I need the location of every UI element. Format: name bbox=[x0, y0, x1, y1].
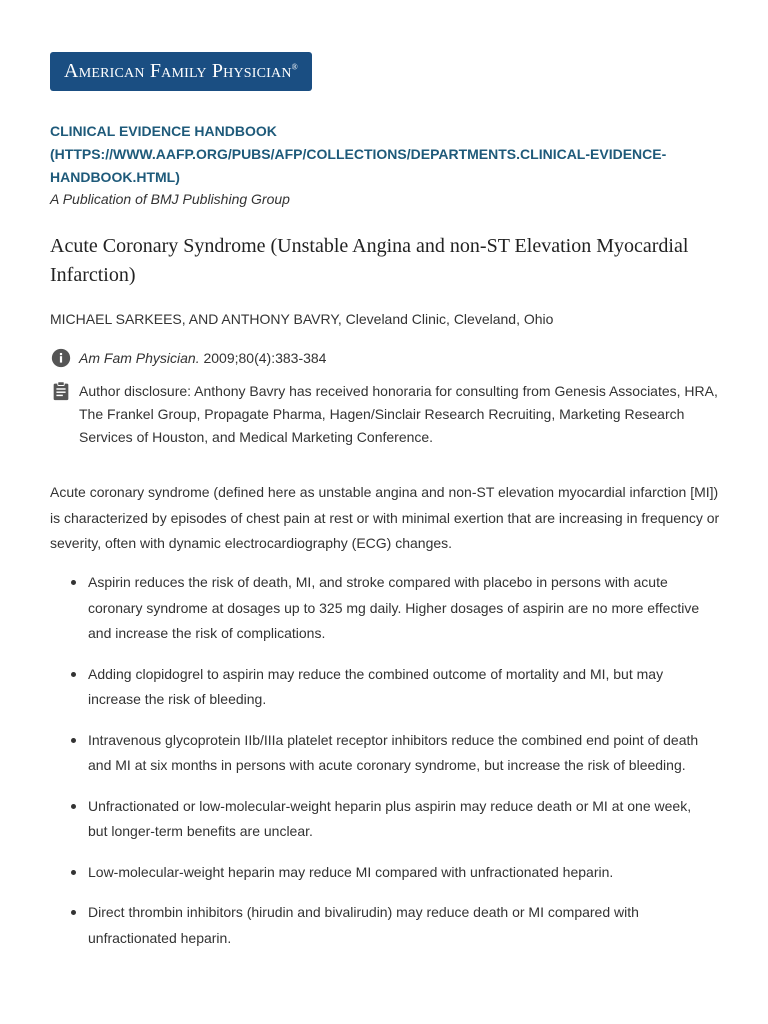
info-icon bbox=[50, 347, 72, 369]
registered-mark: ® bbox=[291, 62, 298, 72]
citation-row bbox=[50, 347, 740, 370]
list-item: Low-molecular-weight heparin may reduce MI compared with unfractionated heparin. bbox=[50, 860, 710, 886]
bullet-dot bbox=[71, 910, 76, 915]
bullet-dot bbox=[71, 738, 76, 743]
intro-paragraph: Acute coronary syndrome (defined here as unstable angina and non-ST elevation myocardial infarction [MI]) is characterized by episodes of chest pain at rest or with minimal exertion that are increasing in frequency or severity, often with dynamic electrocardiography (ECG) changes. bbox=[50, 484, 720, 551]
list-item: Direct thrombin inhibitors (hirudin and bivalirudin) may reduce death or MI compared with unfractionated heparin. bbox=[50, 900, 710, 951]
citation-journal: Am Fam Physician. bbox=[79, 350, 200, 366]
bullet-dot bbox=[71, 580, 76, 585]
citation-text bbox=[79, 347, 326, 370]
logo-text: American Family Physician® bbox=[64, 60, 298, 82]
afp-logo[interactable] bbox=[50, 52, 312, 91]
bullet-dot bbox=[71, 804, 76, 809]
key-points-list bbox=[50, 570, 710, 966]
list-item: Aspirin reduces the risk of death, MI, and stroke compared with placebo in persons with acute coronary syndrome at dosages up to 325 mg daily. Higher dosages of aspirin are no more effective and increase the risk of complications. bbox=[50, 570, 710, 647]
article-authors: MICHAEL SARKEES, AND ANTHONY BAVRY, Cleveland Clinic, Cleveland, Ohio bbox=[50, 311, 554, 327]
list-item: Unfractionated or low-molecular-weight heparin plus aspirin may reduce death or MI at one week, but longer-term benefits are unclear. bbox=[50, 794, 710, 845]
clipboard-icon bbox=[50, 380, 72, 402]
bullet-dot bbox=[71, 672, 76, 677]
disclosure-text: Author disclosure: Anthony Bavry has received honoraria for consulting from Genesis Associates, HRA, The Frankel Group, Propagate Pharma, Hagen/Sinclair Research Recruiting, Marketing Research Services of Houston, and Medical Marketing Conference. bbox=[79, 383, 718, 445]
list-item: Intravenous glycoprotein IIb/IIIa platelet receptor inhibitors reduce the combined end point of death and MI at six months in persons with acute coronary syndrome, but increase the risk of bleeding. bbox=[50, 728, 710, 779]
article-title: Acute Coronary Syndrome (Unstable Angina and non-ST Elevation Myocardial Infarction) bbox=[50, 235, 689, 286]
list-item: Adding clopidogrel to aspirin may reduce the combined outcome of mortality and MI, but may increase the risk of bleeding. bbox=[50, 662, 710, 713]
bullet-dot bbox=[71, 870, 76, 875]
disclosure-row bbox=[50, 380, 740, 449]
citation-details: 2009;80(4):383-384 bbox=[199, 350, 327, 366]
section-link-clinical-evidence-handbook[interactable]: CLINICAL EVIDENCE HANDBOOK (HTTPS://WWW.AAFP.ORG/PUBS/AFP/COLLECTIONS/DEPARTMENTS.CLINICAL-EVIDENCE-HANDBOOK.HTML) bbox=[50, 123, 667, 185]
publication-note: A Publication of BMJ Publishing Group bbox=[50, 191, 290, 207]
